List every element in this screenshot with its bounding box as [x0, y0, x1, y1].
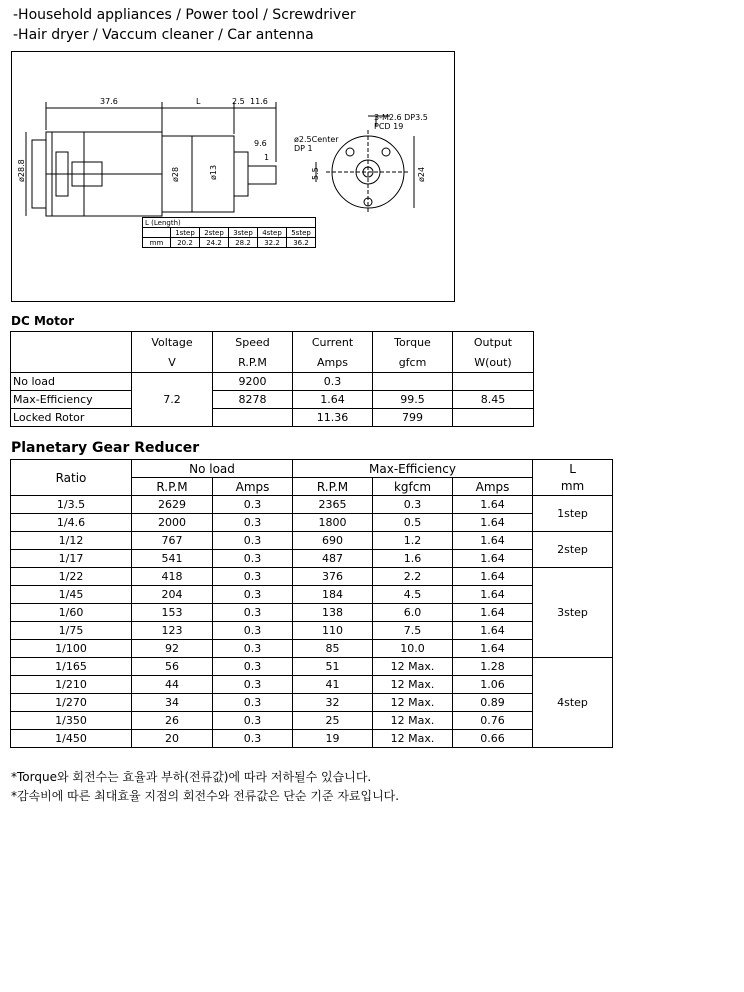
table-row [11, 604, 613, 622]
table-row [11, 586, 613, 604]
gear-maxeff-amps-cell: 0.76 [453, 712, 533, 730]
gear-maxeff-rpm-cell: 1800 [293, 514, 373, 532]
dc-voltage-value: 7.2 [132, 373, 213, 427]
gear-noload-rpm-cell: 2629 [132, 496, 213, 514]
table-row [11, 730, 613, 748]
dim-shaft-a: 2.5 [232, 97, 245, 106]
gear-ratio-cell: 1/350 [11, 712, 132, 730]
dc-current-value: 11.36 [293, 409, 373, 427]
gear-maxeff-amps-cell: 0.89 [453, 694, 533, 712]
gear-maxeff-kgfcm-cell: 0.3 [373, 496, 453, 514]
dc-torque-value: 799 [373, 409, 453, 427]
gear-noload-rpm-cell: 2000 [132, 514, 213, 532]
gear-noload-rpm-cell: 20 [132, 730, 213, 748]
table-row [11, 676, 613, 694]
table-row [11, 550, 613, 568]
gear-maxeff-amps-cell: 1.64 [453, 586, 533, 604]
dc-torque-value: 99.5 [373, 391, 453, 409]
gear-maxeff-kgfcm-cell: 10.0 [373, 640, 453, 658]
gear-ratio-cell: 1/17 [11, 550, 132, 568]
gear-maxeff-rpm-cell: 51 [293, 658, 373, 676]
gear-noload-amps-cell: 0.3 [213, 658, 293, 676]
gear-maxeff-amps-cell: 1.64 [453, 640, 533, 658]
length-value: 36.2 [287, 238, 316, 248]
dim-pcd: PCD 19 [374, 122, 404, 131]
dc-row-label: Max-Efficiency [11, 391, 132, 409]
gear-ratio-cell: 1/100 [11, 640, 132, 658]
gear-ratio-cell: 1/165 [11, 658, 132, 676]
gear-noload-rpm-cell: 123 [132, 622, 213, 640]
dc-motor-table [10, 331, 534, 427]
gear-noload-amps-cell: 0.3 [213, 676, 293, 694]
dim-holes: 3-M2.6 DP3.5 [374, 113, 428, 122]
gear-sub-rpm: R.P.M [293, 478, 373, 496]
gear-header-l: L [533, 460, 613, 478]
gear-header-maxeff: Max-Efficiency [293, 460, 533, 478]
gear-ratio-cell: 1/60 [11, 604, 132, 622]
gear-noload-rpm-cell: 418 [132, 568, 213, 586]
gear-noload-amps-cell: 0.3 [213, 568, 293, 586]
gear-maxeff-rpm-cell: 487 [293, 550, 373, 568]
gear-noload-amps-cell: 0.3 [213, 694, 293, 712]
dc-unit-output: W(out) [453, 353, 534, 373]
gear-noload-rpm-cell: 204 [132, 586, 213, 604]
length-value: 20.2 [171, 238, 200, 248]
dc-output-value [453, 373, 534, 391]
gear-noload-amps-cell: 0.3 [213, 514, 293, 532]
dc-output-value: 8.45 [453, 391, 534, 409]
gear-maxeff-rpm-cell: 32 [293, 694, 373, 712]
length-table-title: L (Length) [143, 218, 316, 228]
dim-dp1: DP 1 [294, 144, 313, 153]
length-table-blank [143, 228, 171, 238]
gear-ratio-cell: 1/22 [11, 568, 132, 586]
gear-maxeff-kgfcm-cell: 6.0 [373, 604, 453, 622]
gear-ratio-cell: 1/45 [11, 586, 132, 604]
dc-speed-value: 8278 [213, 391, 293, 409]
dim-1: 1 [264, 153, 270, 162]
dim-d28-8: ø28.8 [17, 159, 26, 182]
dc-output-value [453, 409, 534, 427]
length-value: 24.2 [200, 238, 229, 248]
gear-noload-rpm-cell: 92 [132, 640, 213, 658]
gear-noload-rpm-cell: 44 [132, 676, 213, 694]
length-step-label: 5step [287, 228, 316, 238]
gear-maxeff-rpm-cell: 184 [293, 586, 373, 604]
gear-maxeff-rpm-cell: 110 [293, 622, 373, 640]
gear-noload-rpm-cell: 56 [132, 658, 213, 676]
length-unit: mm [143, 238, 171, 248]
gear-maxeff-amps-cell: 1.64 [453, 550, 533, 568]
table-row [11, 712, 613, 730]
dc-torque-value [373, 373, 453, 391]
gear-maxeff-rpm-cell: 19 [293, 730, 373, 748]
table-row [11, 640, 613, 658]
length-table [142, 217, 316, 248]
gear-maxeff-rpm-cell: 138 [293, 604, 373, 622]
gear-maxeff-amps-cell: 1.64 [453, 532, 533, 550]
table-row [11, 532, 613, 550]
dc-speed-value: 9200 [213, 373, 293, 391]
gear-step-cell: 2step [533, 532, 613, 568]
dc-current-value: 0.3 [293, 373, 373, 391]
motor-end-cap [32, 140, 46, 208]
dc-row-label: Locked Rotor [11, 409, 132, 427]
dim-d13: ø13 [209, 164, 218, 180]
gear-ratio-cell: 1/12 [11, 532, 132, 550]
dc-row-label: No load [11, 373, 132, 391]
gear-maxeff-kgfcm-cell: 4.5 [373, 586, 453, 604]
dim-motor-length: 37.6 [100, 97, 118, 106]
gear-step-cell: 4step [533, 658, 613, 748]
gear-maxeff-amps-cell: 0.66 [453, 730, 533, 748]
dim-d28: ø28 [171, 166, 180, 182]
motor-dimension-drawing [12, 52, 454, 301]
gear-maxeff-kgfcm-cell: 12 Max. [373, 694, 453, 712]
dc-unit-torque: gfcm [373, 353, 453, 373]
shaft-boss [234, 152, 248, 196]
dim-9-6: 9.6 [254, 139, 267, 148]
gear-sub-rpm: R.P.M [132, 478, 213, 496]
gear-noload-rpm-cell: 541 [132, 550, 213, 568]
gear-noload-amps-cell: 0.3 [213, 640, 293, 658]
length-step-label: 4step [258, 228, 287, 238]
dc-header-torque: Torque [373, 332, 453, 353]
table-row [11, 658, 613, 676]
gear-header-noload: No load [132, 460, 293, 478]
gear-maxeff-amps-cell: 1.64 [453, 604, 533, 622]
gear-maxeff-kgfcm-cell: 12 Max. [373, 730, 453, 748]
intro-line-2: -Hair dryer / Vaccum cleaner / Car antenna [13, 27, 314, 43]
gear-header-ratio: Ratio [11, 460, 132, 496]
gear-ratio-cell: 1/210 [11, 676, 132, 694]
dc-header-voltage: Voltage [132, 332, 213, 353]
gear-maxeff-amps-cell: 1.28 [453, 658, 533, 676]
note-1: *Torque와 회전수는 효율과 부하(전류값)에 따라 저하될수 있습니다. [11, 770, 372, 784]
note-2: *감속비에 따른 최대효율 지점의 회전수와 전류값은 단순 기준 자료입니다. [11, 789, 400, 803]
technical-drawing [11, 51, 455, 302]
gear-maxeff-kgfcm-cell: 1.6 [373, 550, 453, 568]
table-row [11, 496, 613, 514]
gear-noload-amps-cell: 0.3 [213, 712, 293, 730]
gear-maxeff-rpm-cell: 41 [293, 676, 373, 694]
gear-maxeff-amps-cell: 1.64 [453, 568, 533, 586]
dc-unit-blank [11, 353, 132, 373]
dim-center: ø2.5Center [294, 135, 339, 144]
gear-maxeff-amps-cell: 1.64 [453, 622, 533, 640]
dc-motor-title: DC Motor [11, 314, 75, 328]
gear-maxeff-kgfcm-cell: 0.5 [373, 514, 453, 532]
length-step-label: 3step [229, 228, 258, 238]
length-step-label: 2step [200, 228, 229, 238]
gear-ratio-cell: 1/270 [11, 694, 132, 712]
gear-reducer-title: Planetary Gear Reducer [11, 440, 200, 456]
dc-header-speed: Speed [213, 332, 293, 353]
table-row [11, 514, 613, 532]
dc-current-value: 1.64 [293, 391, 373, 409]
gear-noload-amps-cell: 0.3 [213, 496, 293, 514]
gear-maxeff-rpm-cell: 376 [293, 568, 373, 586]
gear-sub-amps: Amps [213, 478, 293, 496]
gear-ratio-cell: 1/3.5 [11, 496, 132, 514]
dim-shaft-b: 11.6 [250, 97, 268, 106]
dc-unit-speed: R.P.M [213, 353, 293, 373]
gear-sub-kgfcm: kgfcm [373, 478, 453, 496]
table-row [11, 568, 613, 586]
gear-ratio-cell: 1/4.6 [11, 514, 132, 532]
intro-line-1: -Household appliances / Power tool / Screwdriver [13, 7, 356, 23]
gear-maxeff-kgfcm-cell: 12 Max. [373, 676, 453, 694]
length-step-label: 1step [171, 228, 200, 238]
gear-maxeff-amps-cell: 1.64 [453, 514, 533, 532]
gear-maxeff-rpm-cell: 25 [293, 712, 373, 730]
gear-noload-amps-cell: 0.3 [213, 622, 293, 640]
gear-maxeff-rpm-cell: 85 [293, 640, 373, 658]
gear-maxeff-rpm-cell: 2365 [293, 496, 373, 514]
dc-unit-current: Amps [293, 353, 373, 373]
gear-step-cell: 1step [533, 496, 613, 532]
dc-unit-voltage: V [132, 353, 213, 373]
gear-noload-amps-cell: 0.3 [213, 532, 293, 550]
table-row [11, 622, 613, 640]
gear-maxeff-rpm-cell: 690 [293, 532, 373, 550]
gear-header-mm: mm [533, 478, 613, 496]
gear-noload-amps-cell: 0.3 [213, 550, 293, 568]
dim-5-5: 5.5 [311, 167, 320, 180]
gear-noload-amps-cell: 0.3 [213, 586, 293, 604]
gear-sub-amps: Amps [453, 478, 533, 496]
gear-ratio-cell: 1/450 [11, 730, 132, 748]
dim-gear-length: L [196, 97, 201, 106]
dim-d24: ø24 [417, 166, 426, 182]
length-value: 28.2 [229, 238, 258, 248]
gear-maxeff-kgfcm-cell: 12 Max. [373, 712, 453, 730]
dc-header-current: Current [293, 332, 373, 353]
dc-header-blank [11, 332, 132, 353]
dc-speed-value [213, 409, 293, 427]
gear-noload-amps-cell: 0.3 [213, 730, 293, 748]
table-row [11, 694, 613, 712]
output-shaft [248, 166, 276, 184]
gear-maxeff-kgfcm-cell: 1.2 [373, 532, 453, 550]
gear-noload-rpm-cell: 153 [132, 604, 213, 622]
gear-step-cell: 3step [533, 568, 613, 658]
gear-noload-rpm-cell: 26 [132, 712, 213, 730]
gear-reducer-table [10, 459, 613, 748]
gear-maxeff-kgfcm-cell: 2.2 [373, 568, 453, 586]
length-value: 32.2 [258, 238, 287, 248]
dc-header-output: Output [453, 332, 534, 353]
gear-maxeff-kgfcm-cell: 7.5 [373, 622, 453, 640]
gear-noload-rpm-cell: 767 [132, 532, 213, 550]
gear-noload-rpm-cell: 34 [132, 694, 213, 712]
gear-ratio-cell: 1/75 [11, 622, 132, 640]
gear-noload-amps-cell: 0.3 [213, 604, 293, 622]
gear-maxeff-kgfcm-cell: 12 Max. [373, 658, 453, 676]
gear-maxeff-amps-cell: 1.64 [453, 496, 533, 514]
gear-maxeff-amps-cell: 1.06 [453, 676, 533, 694]
